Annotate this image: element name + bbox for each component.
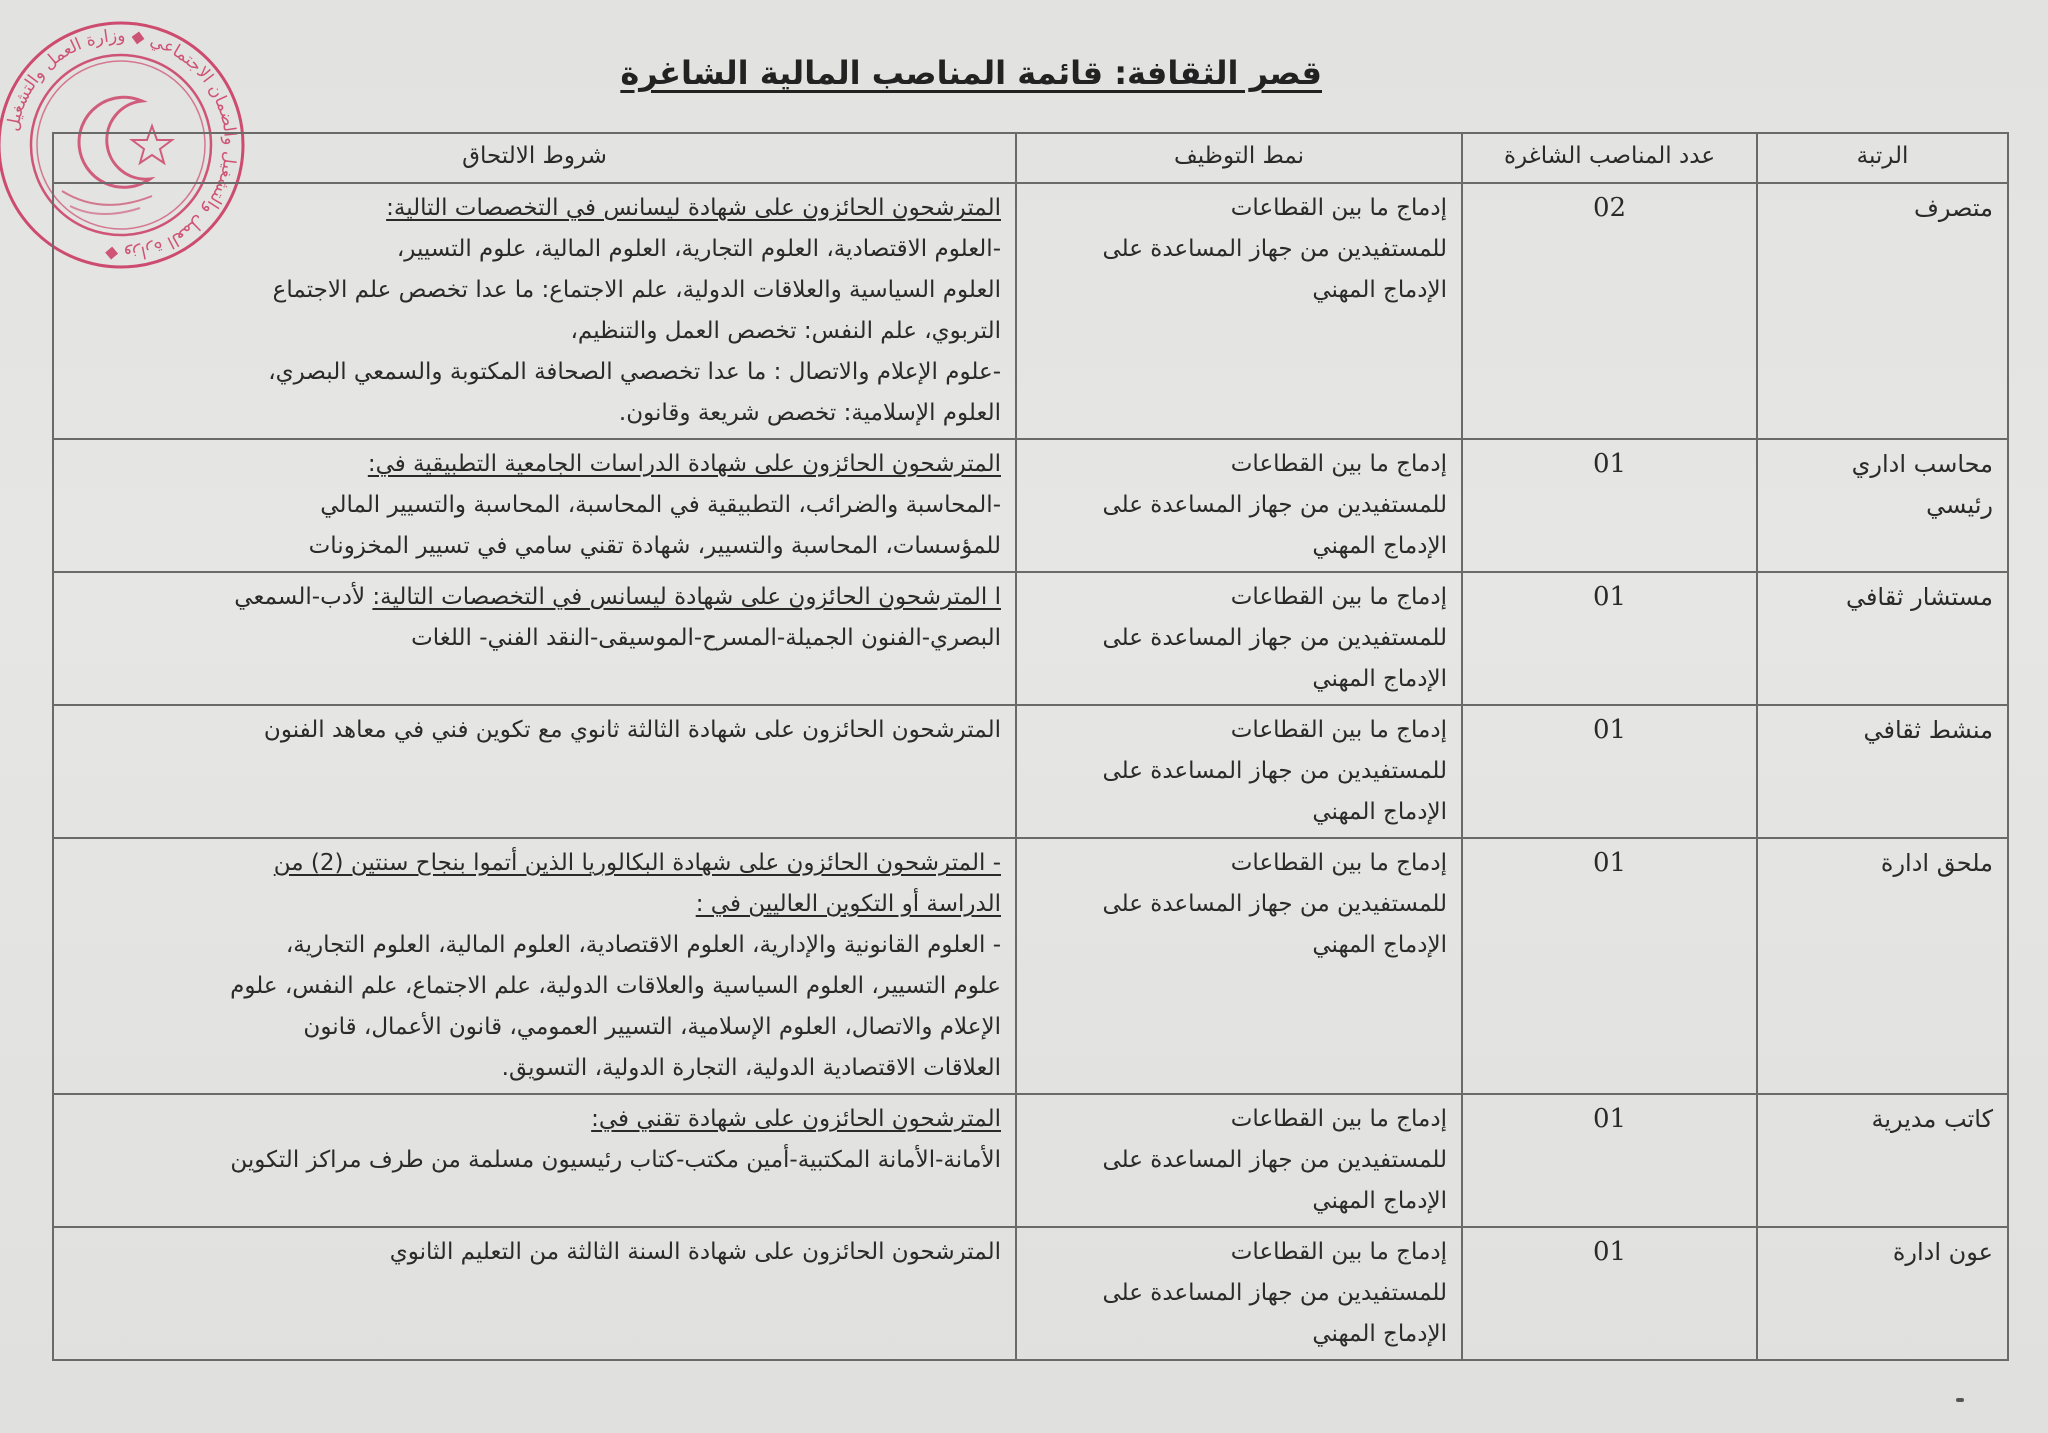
conditions-line: علوم التسيير، العلوم السياسية والعلاقات الدولية، علم الاجتماع، علم النفس، علوم: [230, 973, 1001, 999]
mode-line: إدماج ما بين القطاعات: [1230, 1106, 1447, 1132]
conditions-line: الإعلام والاتصال، العلوم الإسلامية، التسيير العمومي، قانون الأعمال، قانون: [303, 1014, 1001, 1040]
mode-cell: [1016, 838, 1462, 1094]
conditions-cell: [53, 183, 1016, 439]
conditions-line: البصري-الفنون الجميلة-المسرح-الموسيقى-النقد الفني- اللغات: [411, 625, 1001, 651]
mode-line: للمستفيدين من جهاز المساعدة على: [1102, 625, 1447, 651]
count-cell: 01: [1462, 1094, 1757, 1227]
mode-line: إدماج ما بين القطاعات: [1230, 1239, 1447, 1265]
count-cell: 01: [1462, 572, 1757, 705]
conditions-cell: [53, 1227, 1016, 1360]
header-mode: نمط التوظيف: [1016, 133, 1462, 183]
rank-label: كاتب مديرية: [1871, 1105, 1993, 1133]
conditions-cell: [53, 1094, 1016, 1227]
mode-cell: [1016, 183, 1462, 439]
count-cell: 02: [1462, 183, 1757, 439]
table-row: [53, 1227, 2008, 1360]
table-row: [53, 1094, 2008, 1227]
conditions-line: للمؤسسات، المحاسبة والتسيير، شهادة تقني سامي في تسيير المخزونات: [308, 533, 1001, 559]
conditions-intro: المترشحون الحائزون على شهادة الدراسات الجامعية التطبيقية في:: [367, 451, 1001, 477]
rank-cell: [1757, 183, 2008, 439]
conditions-line: -علوم الإعلام والاتصال : ما عدا تخصصي الصحافة المكتوبة والسمعي البصري،: [268, 359, 1001, 385]
mode-line: للمستفيدين من جهاز المساعدة على: [1102, 891, 1447, 917]
mode-cell: [1016, 705, 1462, 838]
mode-line: الإدماج المهني: [1312, 799, 1447, 825]
mode-line: الإدماج المهني: [1312, 533, 1447, 559]
conditions-cell: [53, 572, 1016, 705]
mode-line: الإدماج المهني: [1312, 666, 1447, 692]
mode-line: إدماج ما بين القطاعات: [1230, 717, 1447, 743]
conditions-line: العلاقات الاقتصادية الدولية، التجارة الدولية، التسويق.: [501, 1055, 1001, 1081]
svg-text:وزارة العمل والتشغيل والضمان ا: وزارة العمل والتشغيل والضمان الاجتماعي ◆ وزارة العمل والتشغيل ◆: [2, 25, 241, 265]
rank-cell: [1757, 572, 2008, 705]
page-mark: [1956, 1398, 1964, 1402]
table-row: [53, 439, 2008, 572]
conditions-intro: الدراسة أو التكوين العاليين في :: [695, 891, 1001, 917]
mode-cell: [1016, 572, 1462, 705]
mode-line: للمستفيدين من جهاز المساعدة على: [1102, 1147, 1447, 1173]
mode-line: الإدماج المهني: [1312, 277, 1447, 303]
mode-line: الإدماج المهني: [1312, 932, 1447, 958]
header-rank: الرتبة: [1757, 133, 2008, 183]
conditions-intro: المترشحون الحائزون على شهادة ليسانس في التخصصات التالية:: [386, 195, 1001, 221]
mode-line: إدماج ما بين القطاعات: [1230, 584, 1447, 610]
rank-label: منشط ثقافي: [1863, 716, 1993, 744]
rank-cell: [1757, 705, 2008, 838]
mode-line: إدماج ما بين القطاعات: [1230, 451, 1447, 477]
conditions-line: -المحاسبة والضرائب، التطبيقية في المحاسبة، المحاسبة والتسيير المالي: [320, 492, 1001, 518]
conditions-intro: - المترشحون الحائزون على شهادة البكالوريا الذين أتموا بنجاح سنتين (2) من: [273, 850, 1001, 876]
rank-label: مستشار ثقافي: [1845, 583, 1993, 611]
rank-label: محاسب اداري: [1851, 450, 1993, 478]
conditions-line: العلوم السياسية والعلاقات الدولية، علم الاجتماع: ما عدا تخصص علم الاجتماع: [272, 277, 1001, 303]
table-row: [53, 838, 2008, 1094]
mode-cell: [1016, 1094, 1462, 1227]
table-header-row: [53, 133, 2008, 183]
mode-line: الإدماج المهني: [1312, 1188, 1447, 1214]
mode-line: إدماج ما بين القطاعات: [1230, 195, 1447, 221]
count-cell: 01: [1462, 439, 1757, 572]
conditions-line: المترشحون الحائزون على شهادة الثالثة ثانوي مع تكوين فني في معاهد الفنون: [263, 717, 1001, 743]
conditions-line: - العلوم القانونية والإدارية، العلوم الاقتصادية، العلوم المالية، العلوم التجارية،: [285, 932, 1001, 958]
rank-label: عون ادارة: [1892, 1238, 1993, 1266]
conditions-cell: [53, 439, 1016, 572]
rank-label: ملحق ادارة: [1880, 849, 1993, 877]
table-row: [53, 183, 2008, 439]
conditions-intro-tail: لأدب-السمعي: [234, 584, 373, 610]
table-row: [53, 572, 2008, 705]
count-cell: 01: [1462, 838, 1757, 1094]
conditions-line: -العلوم الاقتصادية، العلوم التجارية، العلوم المالية، علوم التسيير،: [396, 236, 1001, 262]
rank-label: رئيسي: [1926, 491, 1993, 519]
mode-line: للمستفيدين من جهاز المساعدة على: [1102, 758, 1447, 784]
mode-line: إدماج ما بين القطاعات: [1230, 850, 1447, 876]
rank-cell: [1757, 439, 2008, 572]
conditions-intro: [68, 577, 1001, 618]
rank-cell: [1757, 1094, 2008, 1227]
conditions-cell: [53, 838, 1016, 1094]
rank-label: متصرف: [1913, 194, 1993, 222]
rank-cell: [1757, 1227, 2008, 1360]
header-conditions: شروط الالتحاق: [53, 133, 1016, 183]
conditions-intro-underlined: ا المترشحون الحائزون على شهادة ليسانس في التخصصات التالية:: [372, 584, 1001, 610]
conditions-line: العلوم الإسلامية: تخصص شريعة وقانون.: [618, 400, 1001, 426]
mode-cell: [1016, 439, 1462, 572]
mode-line: الإدماج المهني: [1312, 1321, 1447, 1347]
vacant-posts-table: [52, 132, 2009, 1361]
conditions-line: المترشحون الحائزون على شهادة السنة الثالثة من التعليم الثانوي: [389, 1239, 1001, 1265]
conditions-line: التربوي، علم النفس: تخصص العمل والتنظيم،: [570, 318, 1001, 344]
header-count: عدد المناصب الشاغرة: [1462, 133, 1757, 183]
conditions-line: الأمانة-الأمانة المكتبية-أمين مكتب-كتاب رئيسيون مسلمة من طرف مراكز التكوين: [230, 1147, 1001, 1173]
count-cell: 01: [1462, 1227, 1757, 1360]
rank-cell: [1757, 838, 2008, 1094]
table-row: [53, 705, 2008, 838]
mode-line: للمستفيدين من جهاز المساعدة على: [1102, 236, 1447, 262]
mode-line: للمستفيدين من جهاز المساعدة على: [1102, 1280, 1447, 1306]
mode-line: للمستفيدين من جهاز المساعدة على: [1102, 492, 1447, 518]
page-title: قصر الثقافة: قائمة المناصب المالية الشاغرة: [620, 54, 1322, 92]
mode-cell: [1016, 1227, 1462, 1360]
conditions-cell: [53, 705, 1016, 838]
conditions-intro: المترشحون الحائزون على شهادة تقني في:: [591, 1106, 1001, 1132]
count-cell: 01: [1462, 705, 1757, 838]
